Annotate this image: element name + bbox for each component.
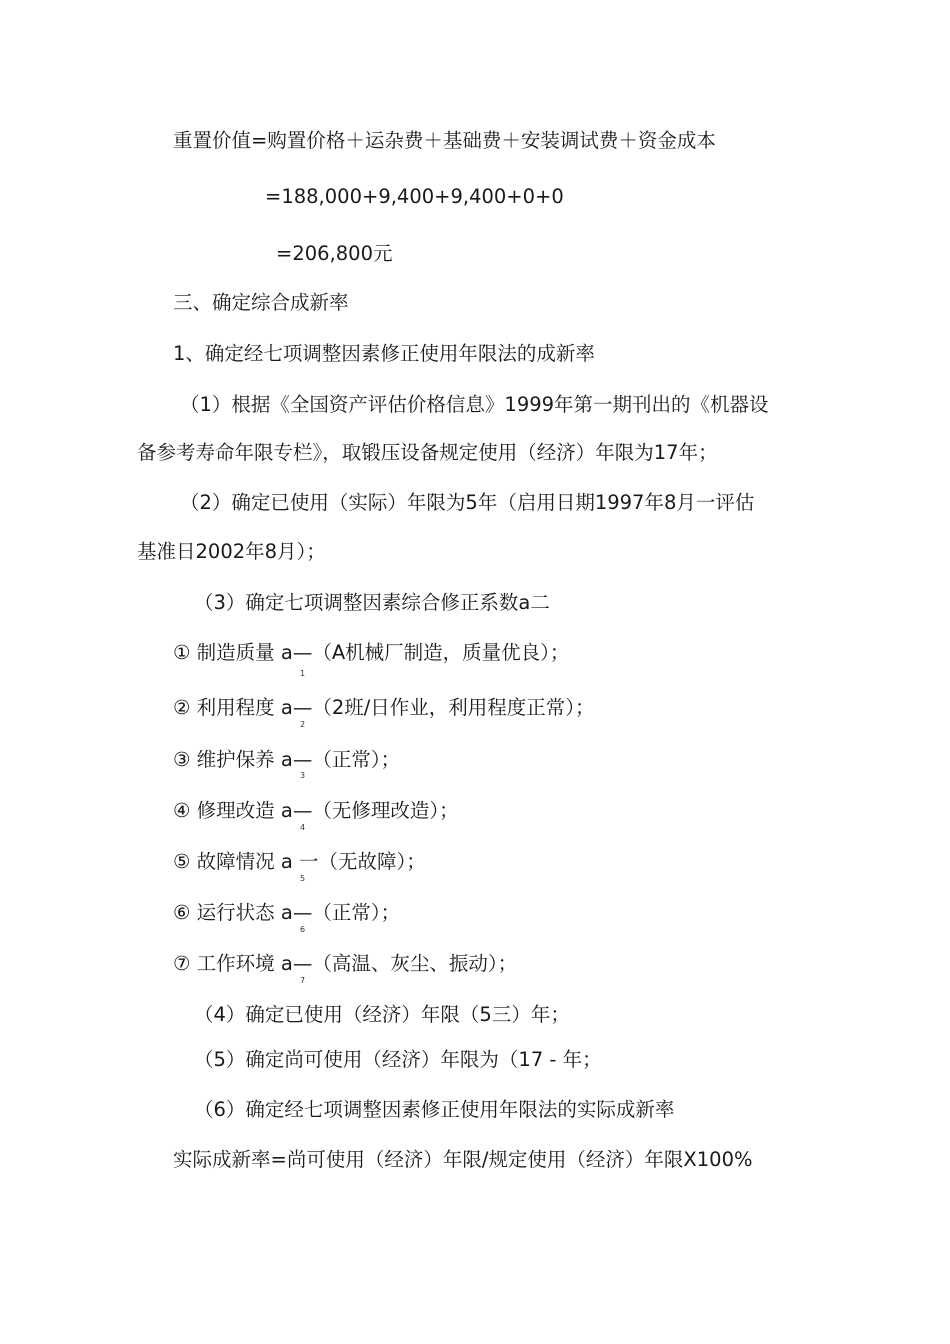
paragraph-1-line-2: 备参考寿命年限专栏》，取锻压设备规定使用（经济）年限为17年； [137, 441, 718, 464]
section-heading: 三、确定综合成新率 [173, 291, 349, 314]
factor-3: ③ 维护保养 a—（正常）； [173, 748, 401, 771]
factor-4: ④ 修理改造 a—（无修理改造）； [173, 799, 459, 822]
replacement-value-result: =206,800元 [276, 242, 393, 265]
factor-5: ⑤ 故障情况 a 一（无故障）； [173, 850, 426, 873]
paragraph-1-line-1: （1）根据《全国资产评估价格信息》1999年第一期刊出的《机器设 [180, 393, 769, 416]
subsection-heading: 1、确定经七项调整因素修正使用年限法的成新率 [173, 342, 595, 365]
factor-6: ⑥ 运行状态 a—（正常）； [173, 901, 401, 924]
factor-3-subscript: 3 [300, 771, 306, 780]
replacement-value-calc: =188,000+9,400+9,400+0+0 [265, 185, 564, 208]
factor-4-subscript: 4 [300, 823, 306, 832]
paragraph-6: （6）确定经七项调整因素修正使用年限法的实际成新率 [194, 1098, 675, 1121]
factor-1-subscript: 1 [300, 669, 306, 678]
actual-newness-rate-formula: 实际成新率=尚可使用（经济）年限/规定使用（经济）年限X100% [173, 1148, 753, 1171]
paragraph-5: （5）确定尚可使用（经济）年限为（17 - 年； [194, 1048, 602, 1071]
factor-7: ⑦ 工作环境 a—（高温、灰尘、振动）； [173, 952, 518, 975]
paragraph-2-line-1: （2）确定已使用（实际）年限为5年（启用日期1997年8月一评估 [180, 491, 755, 514]
paragraph-2-line-2: 基准日2002年8月）； [137, 540, 326, 563]
paragraph-4: （4）确定已使用（经济）年限（5三）年； [194, 1003, 570, 1026]
factor-1: ① 制造质量 a—（A机械厂制造，质量优良）； [173, 641, 570, 664]
factor-7-subscript: 7 [300, 976, 306, 985]
factor-2-subscript: 2 [300, 720, 306, 729]
factor-6-subscript: 6 [300, 925, 306, 934]
replacement-value-formula: 重置价值=购置价格＋运杂费＋基础费＋安装调试费＋资金成本 [173, 129, 716, 152]
paragraph-3: （3）确定七项调整因素综合修正系数a二 [194, 591, 550, 614]
factor-2: ② 利用程度 a—（2班/日作业，利用程度正常）； [173, 696, 595, 719]
factor-5-subscript: 5 [300, 874, 306, 883]
